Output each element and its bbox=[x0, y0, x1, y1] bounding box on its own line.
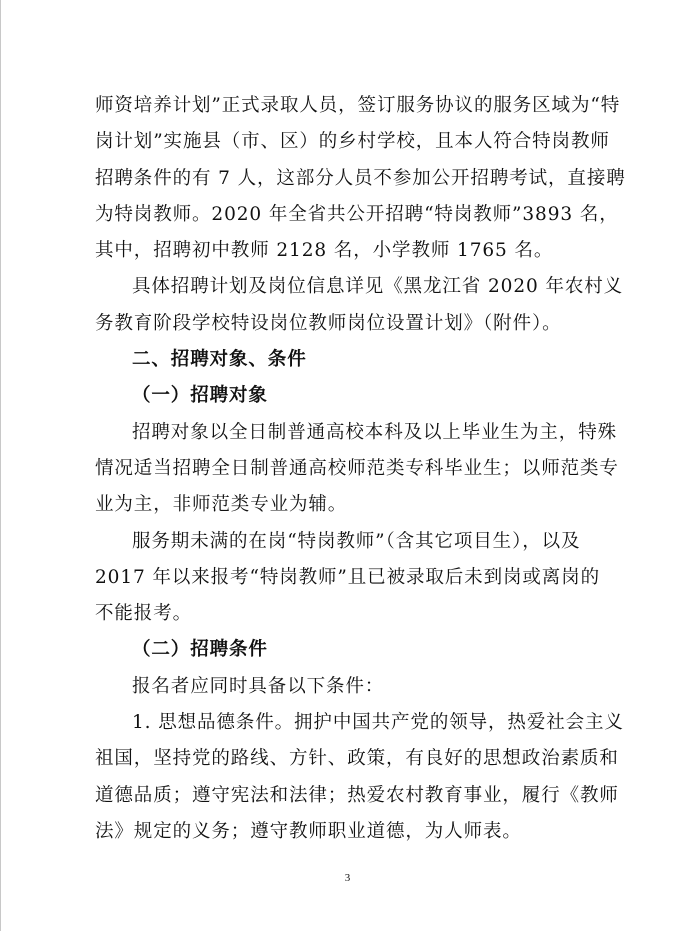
text-line: 招聘条件的有 7 人，这部分人员不参加公开招聘考试，直接聘 bbox=[95, 167, 626, 189]
paragraph-first-line: 具体招聘计划及岗位信息详见《黑龙江省 2020 年农村义 bbox=[132, 276, 624, 298]
text-line: 2017 年以来报考“特岗教师”且已被录取后未到岗或离岗的 bbox=[95, 566, 600, 588]
paragraph-first-line: 报名者应同时具备以下条件： bbox=[132, 675, 385, 697]
paragraph-first-line: 服务期未满的在岗“特岗教师”（含其它项目生），以及 bbox=[132, 530, 581, 552]
paragraph-first-line: 招聘对象以全日制普通高校本科及以上毕业生为主，特殊 bbox=[132, 421, 618, 443]
text-line: 祖国，坚持党的路线、方针、政策，有良好的思想政治素质和 bbox=[95, 748, 619, 770]
text-line: 务教育阶段学校特设岗位教师岗位设置计划》（附件）。 bbox=[95, 312, 562, 334]
document-body bbox=[95, 88, 626, 850]
paragraph-first-line: 1. 思想品德条件。拥护中国共产党的领导，热爱社会主义 bbox=[132, 712, 624, 734]
text-line: 岗计划”实施县（市、区）的乡村学校，且本人符合特岗教师 bbox=[95, 131, 610, 153]
subsection-heading: （二）招聘条件 bbox=[132, 639, 268, 661]
section-heading: 二、招聘对象、条件 bbox=[132, 349, 307, 371]
text-line: 法》规定的义务；遵守教师职业道德，为人师表。 bbox=[95, 820, 522, 842]
text-line: 情况适当招聘全日制普通高校师范类专科毕业生；以师范类专 bbox=[95, 457, 619, 479]
subsection-heading: （一）招聘对象 bbox=[132, 385, 268, 407]
page-number: 3 bbox=[344, 872, 351, 884]
text-line: 道德品质；遵守宪法和法律；热爱农村教育事业，履行《教师 bbox=[95, 784, 619, 806]
text-line: 业为主，非师范类专业为辅。 bbox=[95, 494, 348, 516]
text-line: 不能报考。 bbox=[95, 603, 193, 625]
text-line: 其中，招聘初中教师 2128 名，小学教师 1765 名。 bbox=[95, 240, 554, 262]
page-left-edge bbox=[0, 0, 1, 931]
text-line: 为特岗教师。2020 年全省共公开招聘“特岗教师”3893 名， bbox=[95, 203, 619, 225]
text-line: 师资培养计划”正式录取人员，签订服务协议的服务区域为“特 bbox=[95, 95, 621, 116]
